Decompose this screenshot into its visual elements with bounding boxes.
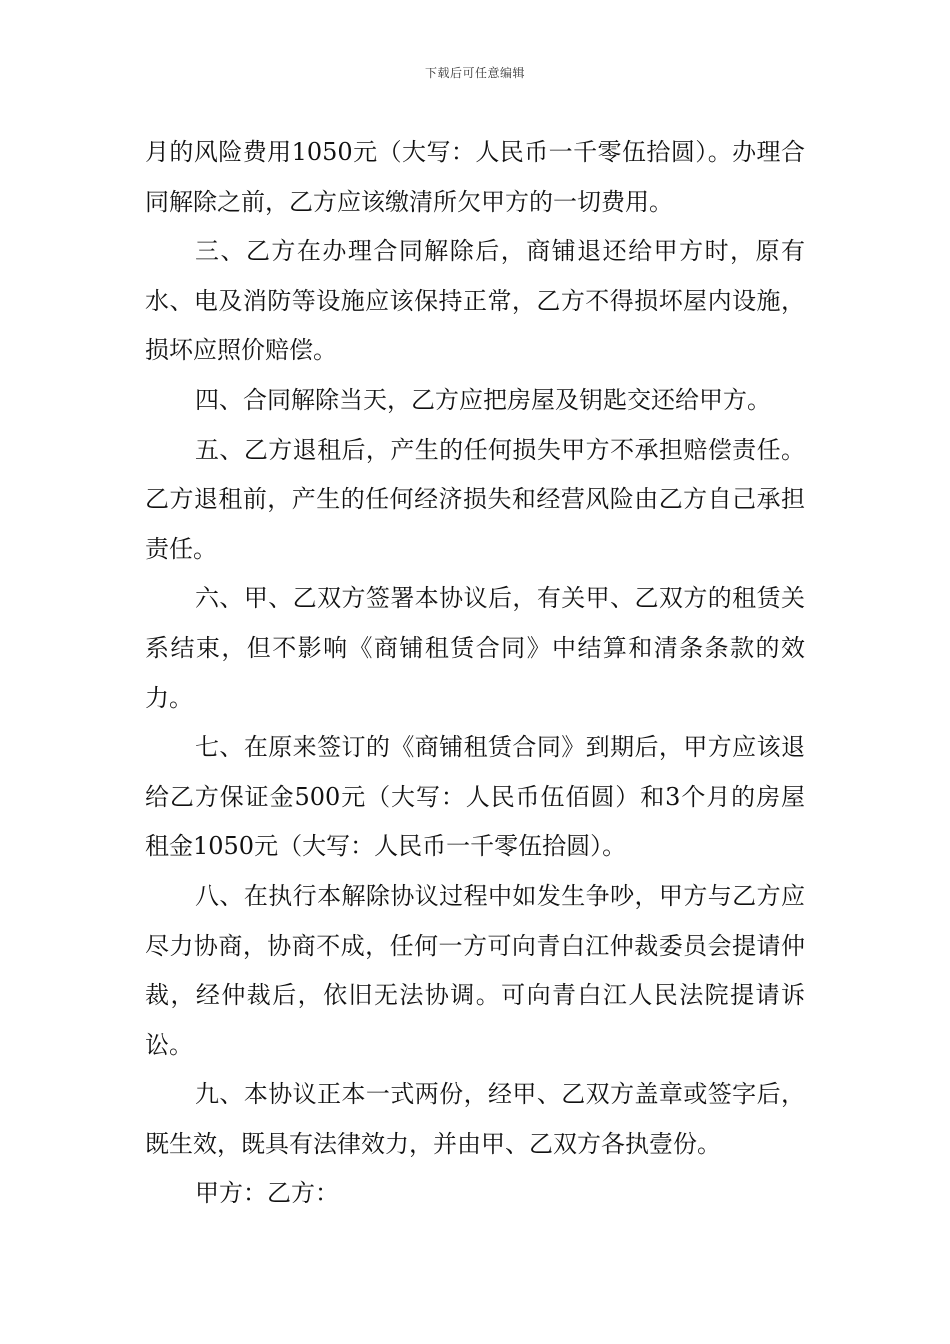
paragraph-clause-5: 五、乙方退租后，产生的任何损失甲方不承担赔偿责任。乙方退租前，产生的任何经济损失和经营风险由乙方自己承担责任。 <box>145 435 805 563</box>
paragraph-clause-8: 八、在执行本解除协议过程中如发生争吵，甲方与乙方应尽力协商，协商不成，任何一方可向青白江仲裁委员会提请仲裁，经仲裁后，依旧无法协调。可向青白江人民法院提请诉讼。 <box>145 881 805 1059</box>
document-body <box>145 128 805 1219</box>
paragraph-clause-3: 三、乙方在办理合同解除后，商铺退还给甲方时，原有水、电及消防等设施应该保持正常，乙方不得损坏屋内设施，损坏应照价赔偿。 <box>145 237 805 365</box>
signature-line: 甲方：乙方： <box>195 1179 339 1208</box>
paragraph-clause-4: 四、合同解除当天，乙方应把房屋及钥匙交还给甲方。 <box>195 385 771 414</box>
paragraph-clause-9: 九、本协议正本一式两份，经甲、乙双方盖章或签字后，既生效，既具有法律效力，并由甲、乙双方各执壹份。 <box>145 1080 805 1158</box>
page-header: 下载后可任意编辑 <box>424 66 525 80</box>
paragraph-clause-6: 六、甲、乙双方签署本协议后，有关甲、乙双方的租赁关系结束，但不影响《商铺租赁合同》中结算和清条条款的效力。 <box>145 584 805 712</box>
paragraph-risk-fee: 月的风险费用1050元（大写：人民币一千零伍拾圆）。办理合同解除之前，乙方应该缴清所欠甲方的一切费用。 <box>145 138 805 216</box>
paragraph-clause-7: 七、在原来签订的《商铺租赁合同》到期后，甲方应该退给乙方保证金500元（大写：人民币伍佰圆）和3个月的房屋租金1050元（大写：人民币一千零伍拾圆）。 <box>145 733 805 861</box>
